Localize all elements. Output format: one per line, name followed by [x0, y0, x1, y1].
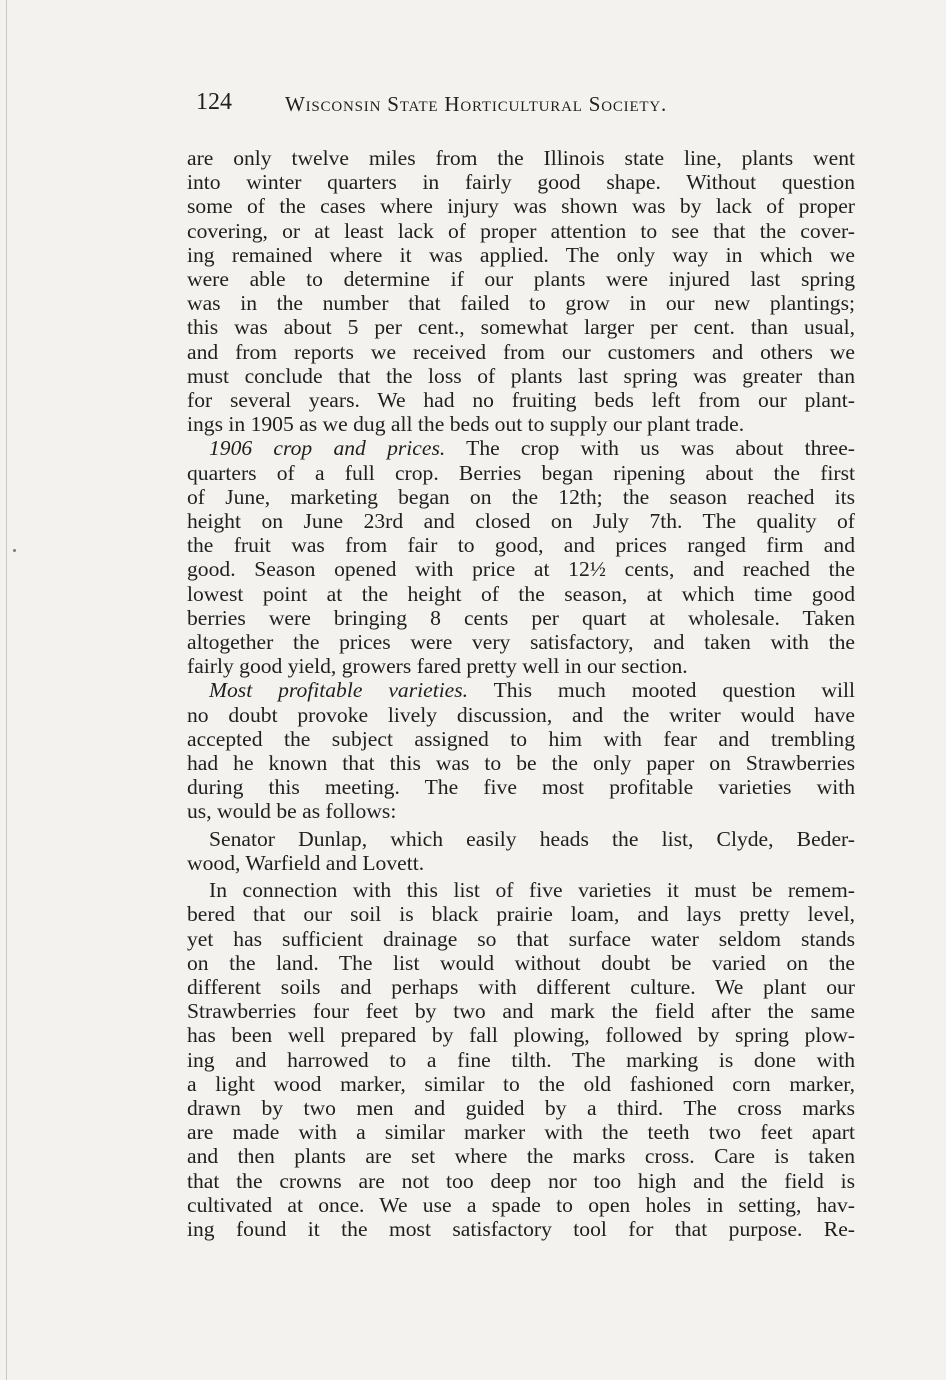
text-line: wood, Warfield and Lovett.	[187, 850, 425, 875]
text-line: fairly good yield, growers fared pretty well in our section.	[187, 654, 688, 679]
text-line: Senator Dunlap, which easily heads the list, Clyde, Beder-	[209, 826, 855, 851]
text-line: during this meeting. The five most profitable varieties with	[187, 775, 855, 800]
text-line: for several years. We had no fruiting beds left from our plant-	[187, 388, 855, 413]
text-line: some of the cases where injury was shown was by lack of proper	[187, 194, 855, 219]
text-line: must conclude that the loss of plants last spring was greater than	[187, 363, 855, 388]
paragraph-first-line	[187, 678, 855, 702]
text-run: This much mooted question will	[493, 678, 856, 703]
paragraph-first-line	[187, 436, 855, 460]
text-line: on the land. The list would without doubt be varied on the	[187, 950, 855, 975]
text-line: and from reports we received from our customers and others we	[187, 339, 855, 364]
text-line: are only twelve miles from the Illinois state line, plants went	[187, 146, 855, 170]
text-line: that the crowns are not too deep nor too high and the field is	[187, 1168, 855, 1193]
text-line: into winter quarters in fairly good shape. Without question	[187, 170, 855, 195]
crop-and-prices-heading: 1906 crop and prices.	[209, 436, 446, 461]
text-line: In connection with this list of five varieties it must be remem-	[209, 878, 855, 903]
page-edge-line	[6, 0, 7, 1380]
text-line: has been well prepared by fall plowing, followed by spring plow-	[187, 1023, 855, 1048]
profitable-varieties-heading: Most profitable varieties.	[209, 678, 469, 703]
text-line: of June, marketing began on the 12th; the season reached its	[187, 484, 855, 509]
text-line: good. Season opened with price at 12½ cents, and reached the	[187, 557, 855, 582]
text-line: berries were bringing 8 cents per quart at wholesale. Taken	[187, 605, 855, 630]
text-line: quarters of a full crop. Berries began ripening about the first	[187, 460, 855, 485]
text-run: The crop with us was about three-	[466, 436, 856, 461]
text-line: ing and harrowed to a fine tilth. The marking is done with	[187, 1047, 855, 1072]
text-line: had he known that this was to be the only paper on Strawberries	[187, 751, 855, 776]
text-line: bered that our soil is black prairie loam, and lays pretty level,	[187, 902, 855, 927]
text-line: different soils and perhaps with different culture. We plant our	[187, 974, 855, 999]
text-line: the fruit was from fair to good, and prices ranged firm and	[187, 533, 855, 558]
text-line: yet has sufficient drainage so that surface water seldom stands	[187, 926, 855, 951]
text-line: us, would be as follows:	[187, 799, 397, 824]
text-line: accepted the subject assigned to him with fear and trembling	[187, 726, 855, 751]
text-line: are made with a similar marker with the teeth two feet apart	[187, 1120, 855, 1145]
text-line: Strawberries four feet by two and mark the field after the same	[187, 999, 855, 1024]
page-speck	[13, 549, 16, 552]
text-line: this was about 5 per cent., somewhat larger per cent. than usual,	[187, 315, 855, 340]
text-line: covering, or at least lack of proper attention to see that the cover-	[187, 218, 855, 243]
running-title: Wisconsin State Horticultural Society.	[285, 92, 668, 116]
text-line: were able to determine if our plants were injured last spring	[187, 267, 855, 292]
text-line: ing found it the most satisfactory tool for that purpose. Re-	[187, 1216, 855, 1241]
text-line: drawn by two men and guided by a third. The cross marks	[187, 1095, 855, 1120]
text-line: ing remained where it was applied. The only way in which we	[187, 242, 855, 267]
text-line: ings in 1905 as we dug all the beds out to supply our plant trade.	[187, 412, 745, 437]
text-line: lowest point at the height of the season, at which time good	[187, 581, 855, 606]
text-line: a light wood marker, similar to the old fashioned corn marker,	[187, 1071, 855, 1096]
text-line: cultivated at once. We use a spade to open holes in setting, hav-	[187, 1192, 855, 1217]
text-line: and then plants are set where the marks cross. Care is taken	[187, 1144, 855, 1169]
text-line: was in the number that failed to grow in our new plantings;	[187, 291, 855, 316]
body-text	[187, 146, 855, 1241]
text-line: altogether the prices were very satisfactory, and taken with the	[187, 630, 855, 655]
text-line: no doubt provoke lively discussion, and the writer would have	[187, 702, 855, 727]
page-header	[196, 88, 776, 122]
text-line: height on June 23rd and closed on July 7th. The quality of	[187, 509, 855, 534]
page-number: 124	[196, 89, 232, 115]
